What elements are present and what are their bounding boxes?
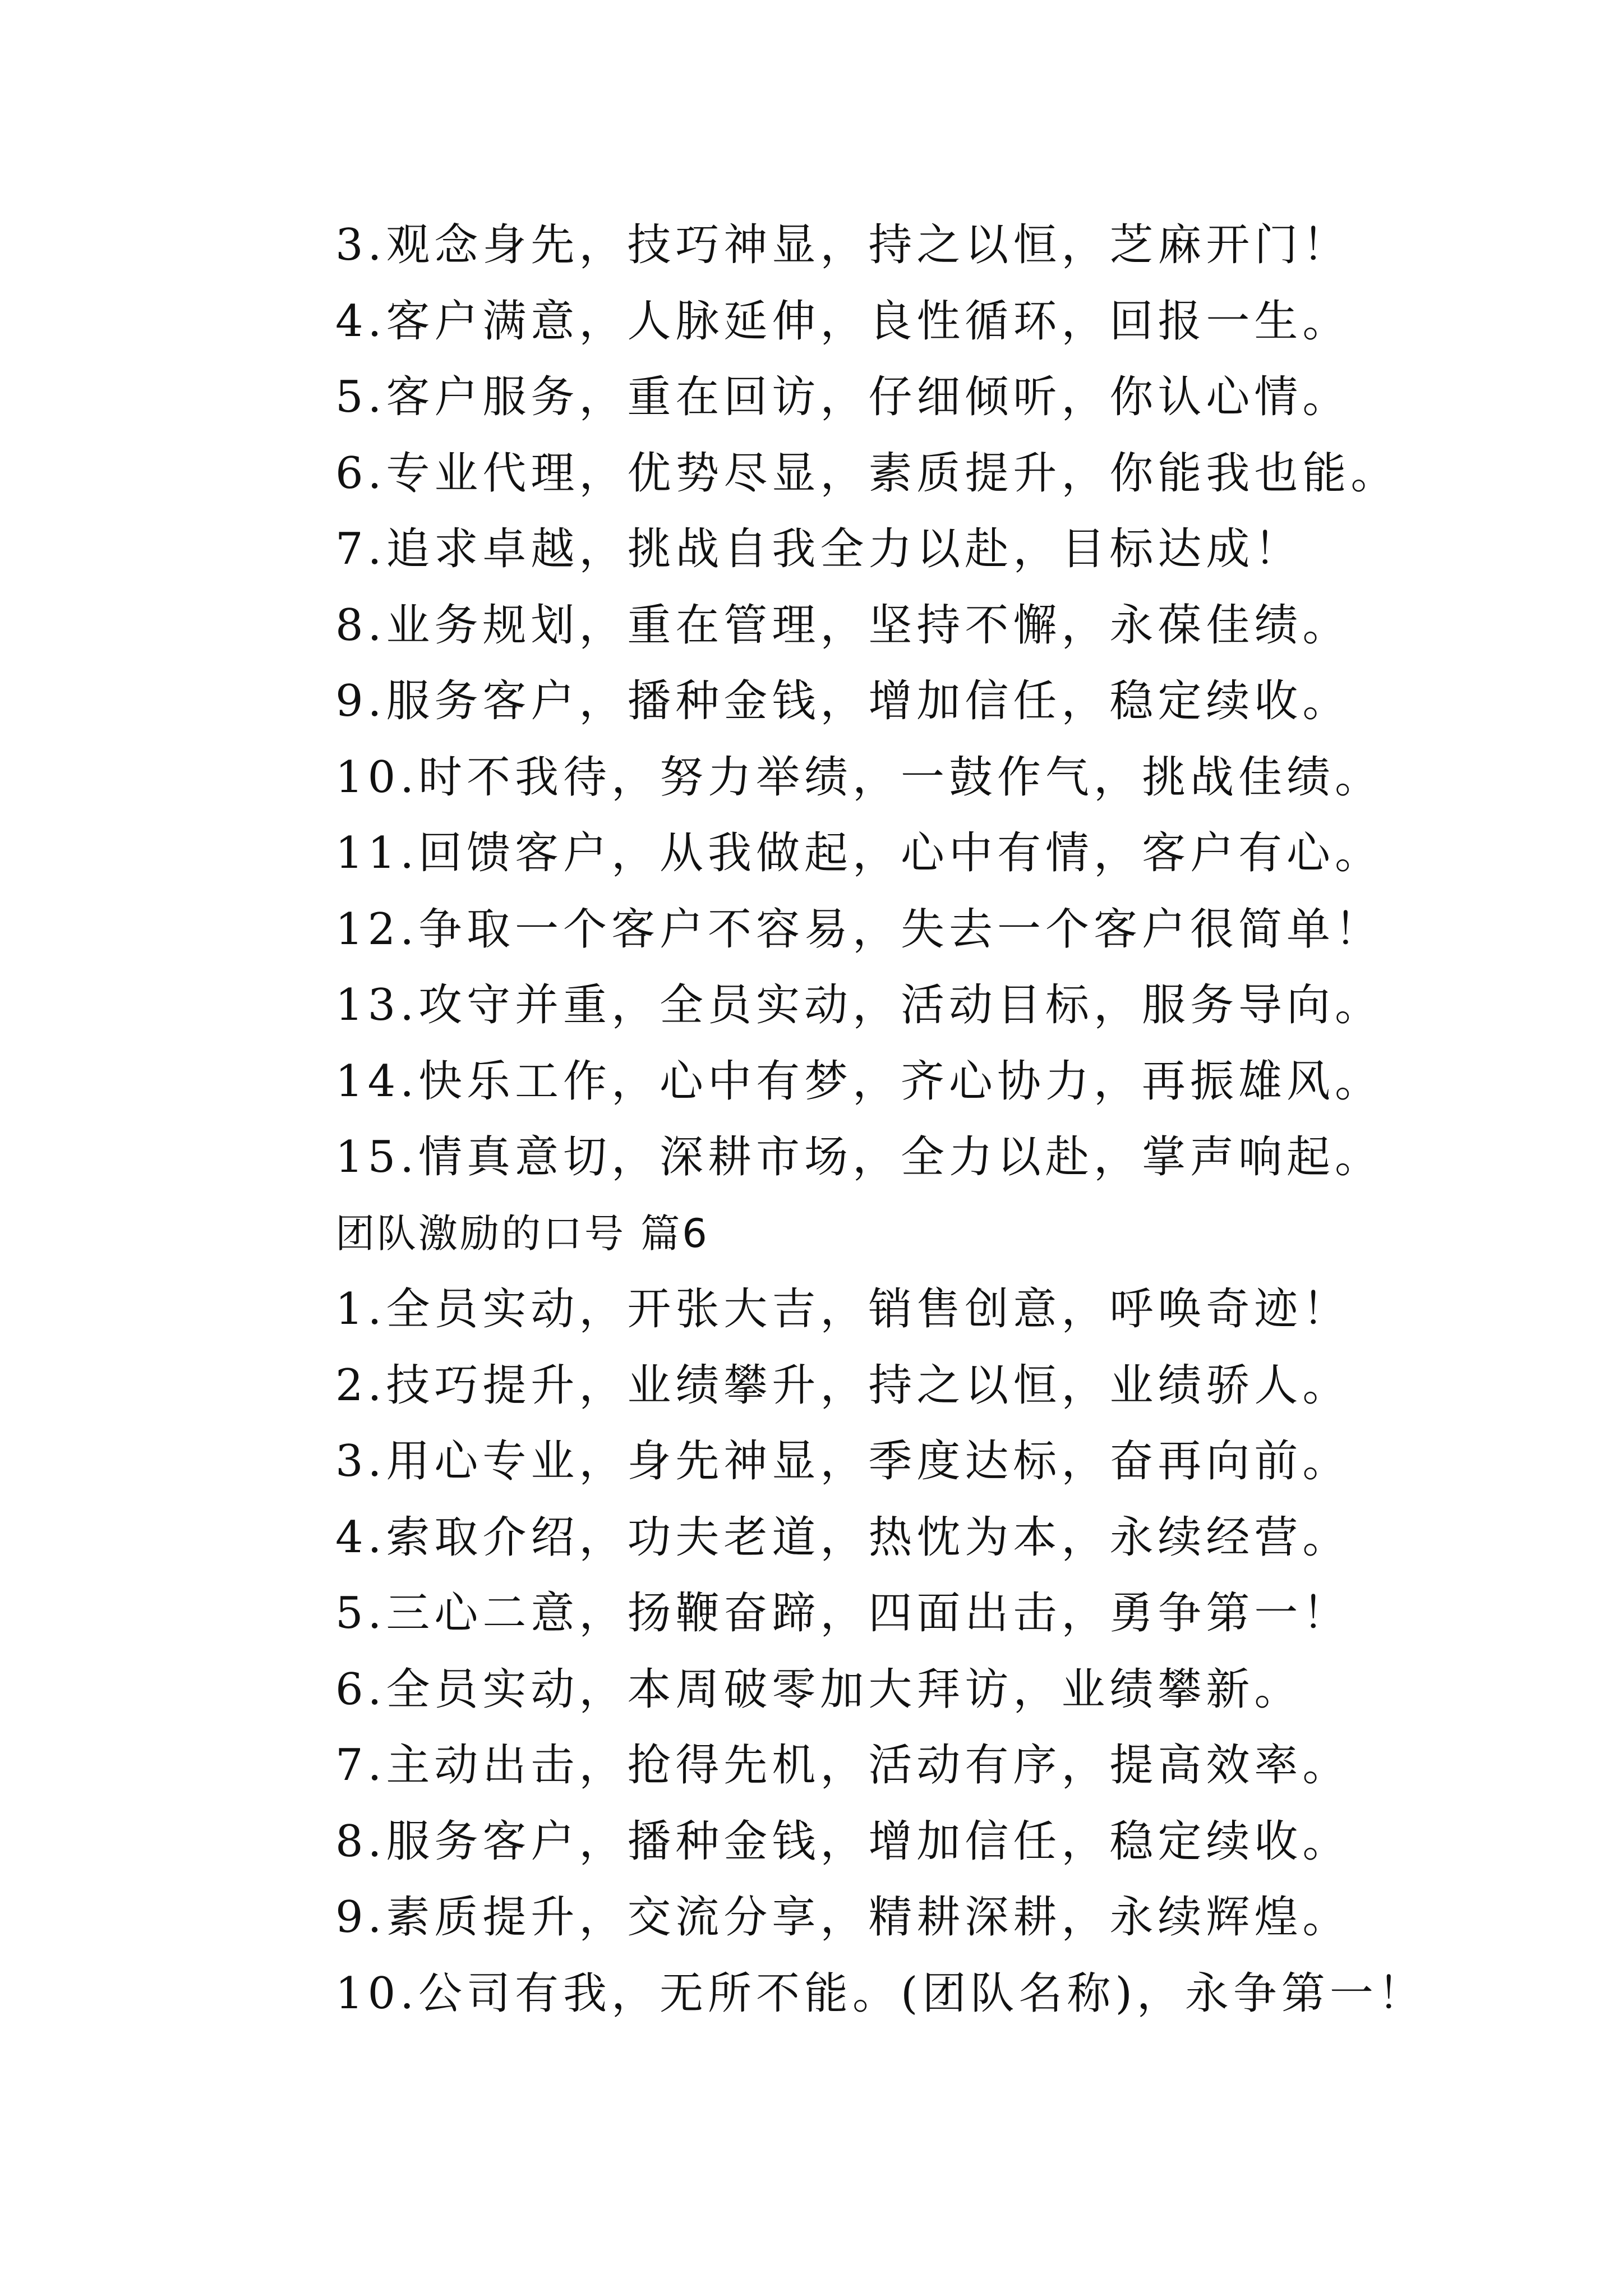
slogan-line: 15.情真意切，深耕市场，全力以赴，掌声响起。: [335, 1132, 1384, 1182]
slogan-line: 13.攻守并重，全员实动，活动目标，服务导向。: [335, 980, 1384, 1030]
slogan-line: 10.时不我待，努力举绩，一鼓作气，挑战佳绩。: [335, 752, 1384, 803]
slogan-line: 10.公司有我，无所不能。(团队名称)，永争第一！: [335, 1968, 1426, 2019]
slogan-line: 6.专业代理，优势尽显，素质提升，你能我也能。: [335, 448, 1399, 499]
section-heading: 团队激励的口号 篇6: [335, 1210, 709, 1257]
slogan-line: 3.观念身先，技巧神显，持之以恒，芝麻开门！: [335, 220, 1351, 270]
slogan-line: 9.素质提升，交流分享，精耕深耕，永续辉煌。: [335, 1892, 1351, 1943]
slogan-line: 11.回馈客户，从我做起，心中有情，客户有心。: [335, 828, 1384, 878]
slogan-line: 9.服务客户，播种金钱，增加信任，稳定续收。: [335, 676, 1351, 726]
slogan-line: 5.客户服务，重在回访，仔细倾听，你认心情。: [335, 372, 1351, 422]
document-body: [335, 208, 1457, 2032]
slogan-line: 4.索取介绍，功夫老道，热忱为本，永续经营。: [335, 1512, 1351, 1563]
slogan-line: 2.技巧提升，业绩攀升，持之以恒，业绩骄人。: [335, 1360, 1351, 1411]
slogan-line: 6.全员实动，本周破零加大拜访，业绩攀新。: [335, 1664, 1303, 1715]
slogan-line: 7.主动出击，抢得先机，活动有序，提高效率。: [335, 1740, 1351, 1791]
slogan-line: 3.用心专业，身先神显，季度达标，奋再向前。: [335, 1436, 1351, 1487]
slogan-line: 12.争取一个客户不容易，失去一个客户很简单！: [335, 904, 1384, 955]
slogan-line: 5.三心二意，扬鞭奋蹄，四面出击，勇争第一！: [335, 1588, 1351, 1639]
slogan-line: 8.业务规划，重在管理，坚持不懈，永葆佳绩。: [335, 600, 1351, 651]
slogan-line: 4.客户满意，人脉延伸，良性循环，回报一生。: [335, 296, 1351, 347]
slogan-line: 8.服务客户，播种金钱，增加信任，稳定续收。: [335, 1816, 1351, 1867]
slogan-line: 14.快乐工作，心中有梦，齐心协力，再振雄风。: [335, 1056, 1384, 1107]
slogan-line: 7.追求卓越，挑战自我全力以赴，目标达成！: [335, 524, 1303, 574]
slogan-line: 1.全员实动，开张大吉，销售创意，呼唤奇迹！: [335, 1284, 1351, 1335]
